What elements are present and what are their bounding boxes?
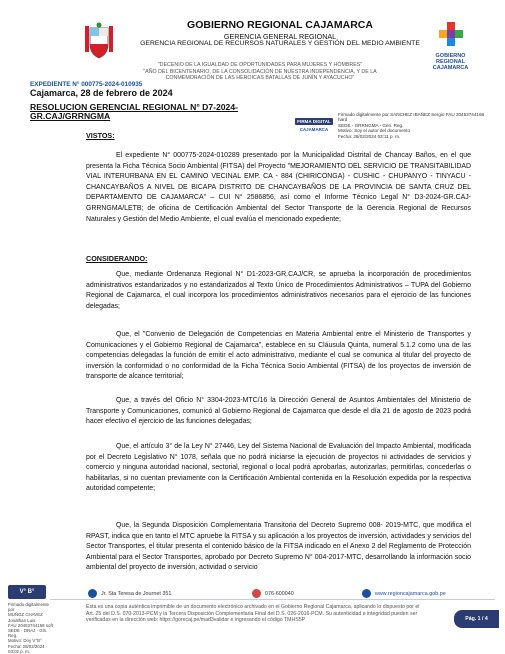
digital-signature-badge — [295, 118, 333, 142]
considerando-heading: CONSIDERANDO: — [86, 254, 148, 263]
footer-website-text[interactable]: www.regioncajamarca.gob.pe — [375, 590, 446, 597]
footer-signature-info: Firmado digitalmente por MUÑOZ CHAVEZ Jonathan Luis FAU 20453744168 soft SEDE - DRAJ - Gln. Reg. Motivo: Doy V°B° Fecha: 28/02/2024 03:02 p. m. — [8, 602, 53, 654]
footer-phone-text: 076-600040 — [265, 590, 294, 597]
date-line: Cajamarca, 28 de febrero de 2024 — [30, 88, 173, 98]
considerando-paragraph-4: Que, el artículo 3° de la Ley N° 27446, Ley del Sistema Nacional de Evaluación del Impacto Ambiental, modificada por el Decreto Legislativo N° 1078, señala que no podrá iniciarse la ejecución de proyectos ni actividades de servicios y comercio y ninguna autoridad nacional, sectorial, regional o local podrá aprobarlas, autorizarlas, permitirlas, concederlas o habilitarlas, si no cuentan previamente con la Certificación Ambiental contenida en la Resolución expedida por la respectiva autoridad competente; — [86, 443, 471, 493]
location-icon — [88, 589, 97, 598]
footer-authenticity-note: Esta es una copia auténtica imprimible de un documento electrónico archivado en el Gobierno Regional Cajamarca, aplicando lo dispuesto por el Art. 25 del D.S. 070-2013-PCM y la Tercera Disposición Complementaria Final del D.S. 026-2016-PCM. Su autenticidad e integridad pueden ser verificadas en la dirección web: https://gorecaj.pe/mad3validar e ingresando el código TMHS5P — [86, 604, 420, 624]
footer-address-text: Jr. Sta Teresa de Journet 351 — [101, 590, 172, 597]
phone-icon — [252, 589, 261, 598]
visto-bueno-badge: V° B° — [8, 585, 46, 599]
gobierno-regional-logo — [428, 22, 473, 71]
expediente-number: EXPEDIENTE N° 000775-2024-010935 — [30, 81, 143, 88]
year-motto: "DECENIO DE LA IGUALDAD DE OPORTUNIDADES PARA MUJERES Y HOMBRES" "AÑO DEL BICENTENARIO, DE LA CONSOLIDACIÓN DE NUESTRA INDEPENDENCIA, Y DE LA CONMEMORACIÓN DE LAS HEROICAS BATALLAS DE JUNÍN Y AYACUCHO" — [143, 62, 377, 81]
resolution-title: RESOLUCION GERENCIAL REGIONAL N° D7-2024-GR.CAJ/GRRNGMA — [30, 102, 238, 121]
organization-title: GOBIERNO REGIONAL CAJAMARCA — [187, 19, 373, 31]
regional-management-subtitle: GERENCIA REGIONAL DE RECURSOS NATURALES Y GESTIÓN DEL MEDIO AMBIENTE — [140, 40, 420, 47]
globe-icon — [362, 589, 371, 598]
footer-website[interactable] — [362, 589, 446, 598]
vistos-heading: VISTOS: — [86, 131, 115, 140]
signature-badge-top: FIRMA DIGITAL — [295, 118, 333, 125]
vistos-paragraph: El expediente N° 000775-2024-010289 presentado por la Municipalidad Distrital de Chancay Baños, en el que presenta la Ficha Técnica Socio Ambiental (FITSA) del Proyecto "MEJORAMIENTO DEL SERVICIO DE TRANSITABILIDAD VIAL INTERURBANA EN EL CAMINO VECINAL EMP. CA - 884 (CHIRICONGA) - CUSHIC - CHUPANYO - TINYACU - CHANCAYBAÑOS A NIVEL DE BICAPA DISTRITO DE CHANCAYBAÑOS DE LA PROVINCIA DE SANTA CRUZ DEL DEPARTAMENTO DE CAJAMARCA" – CUI N° 2586856, así como el Informe Técnico Legal N° D3-2024-GR.CAJ-GRRNGMA/LETB; de oficina de Certificación Ambiental del Sector Transporte de la Gerencia Regional de Recursos Naturales y Gestión del Medio Ambiente, el cual evalúa el mencionado expediente; — [86, 152, 471, 223]
footer-divider — [50, 599, 495, 600]
considerando-paragraph-3: Que, a través del Oficio N° 3304-2023-MTC/16 la Dirección General de Asuntos Ambientales del Ministerio de Transporte y Comunicaciones, comunicó al Gobierno Regional de Cajamarca que desde el día 21 de agosto de 2023 podrá hacer efectivo el ejercicio de las funciones delegadas; — [86, 397, 471, 426]
signature-badge-bottom: CAJAMARCA — [299, 127, 329, 132]
footer-address — [88, 589, 171, 598]
considerando-paragraph-1: Que, mediante Ordenanza Regional N° D1-2023-GR.CAJ/CR, se aprueba la incorporación de procedimientos administrativos estandarizados y no estandarizados al Texto Único de Procedimientos Administrativos – TUPA del Gobierno Regional de Cajamarca, el cual incorpora los procedimientos administrativos necesarios para el ejercicio de las funciones delegadas; — [86, 271, 471, 310]
considerando-paragraph-2: Que, el "Convenio de Delegación de Competencias en Materia Ambiental entre el Ministerio de Transportes y Comunicaciones y el Gobierno Regional de Cajamarca", establece en su Cláusula Quinta, numeral 5.1.2 como una de las competencias delegadas la función de emitir el acto administrativo, mediante el cual se comunica al titular del proyecto de inversión la conformidad o no conformidad de la Ficha Técnica Socio Ambiental (FITSA) de los proyectos de inversión de transporte de alcance territorial; — [86, 331, 471, 381]
regional-logo-text: GOBIERNO REGIONAL CAJAMARCA — [432, 53, 469, 71]
regional-logo-icon — [436, 22, 466, 48]
page-indicator: Pág. 1 / 4 — [454, 610, 499, 628]
digital-signature-info: Firmado digitalmente por SANCHEZ IBAÑEZ Sergio FAU 20453744168 hard SEDE - GRRNGMA - Gen. Reg. Motivo: Soy el autor del documento Fecha: 28/02/2024 03:11 p. m. — [338, 112, 485, 139]
general-management-subtitle: GERENCIA GENERAL REGIONAL — [223, 32, 337, 41]
peru-coat-of-arms-icon — [85, 22, 113, 60]
footer-phone — [252, 589, 294, 598]
considerando-paragraph-5: Que, la Segunda Disposición Complementaria Transitoria del Decreto Supremo 008- 2019-MTC, que modifica el RPAST, indica que en tanto el MTC apruebe la FITSA y su aplicación a los proyectos de inversión, actividades y servicios del Sector Transportes, el titular presenta el contenido básico de la FITSA indicado en el Anexo 2 del Reglamento de Protección Ambiental para el Sector Transportes, aprobado por Decreto Supremo N° 004-2017-MTC, desarrollando la información socio ambiental del proyecto de inversión, actividad o servicio — [86, 522, 471, 572]
